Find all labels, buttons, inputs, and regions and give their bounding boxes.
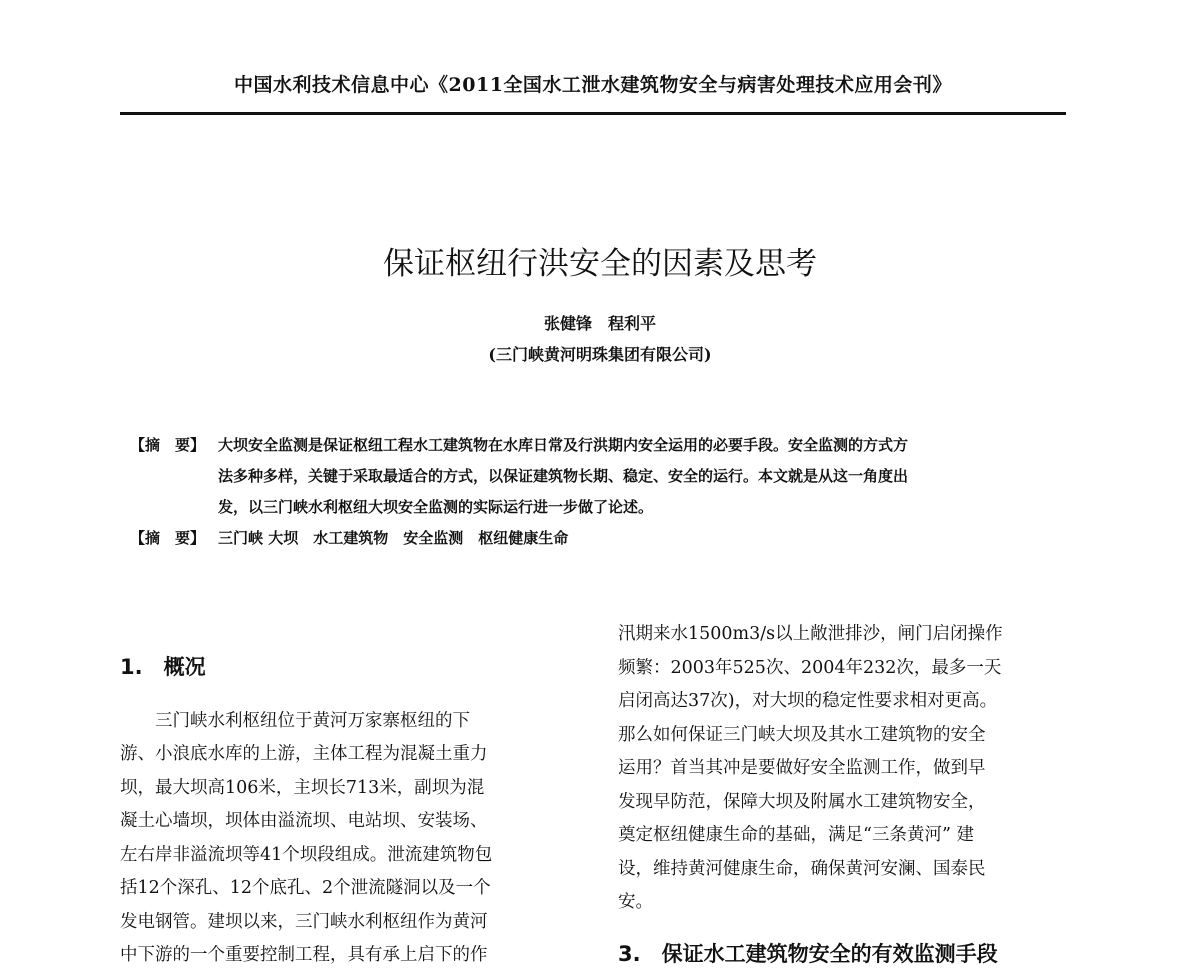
abstract-line-2: 法多种多样，关键于采取最适合的方式，以保证建筑物长期、稳定、安全的运行。本文就是从这一角度出 [218, 467, 909, 485]
section-1-line: 凝土心墙坝，坝体由溢流坝、电站坝、安装场、 [120, 811, 488, 831]
right-column-line: 奠定枢纽健康生命的基础，满足“三条黄河” 建 [618, 825, 974, 845]
affiliation: (三门峡黄河明珠集团有限公司) [488, 345, 712, 364]
right-column-line: 发现早防范，保障大坝及附属水工建筑物安全， [618, 791, 986, 812]
right-column-line: 安。 [618, 892, 653, 912]
keywords-label: 【摘 要】 [130, 529, 206, 547]
section-1-line: 左右岸非溢流坝等41个坝段组成。泄流建筑物包 [120, 844, 493, 865]
abstract-line-1: 大坝安全监测是保证枢纽工程水工建筑物在水库日常及行洪期内安全运用的必要手段。安全监测的方式方 [218, 436, 909, 454]
header-rule [120, 112, 1066, 115]
section-1-line: 坝，最大坝高106米，主坝长713米，副坝为混 [120, 777, 485, 798]
section-1-line: 中下游的一个重要控制工程，具有承上启下的作 [120, 945, 488, 965]
section-1-line: 括12个深孔、12个底孔、2个泄流隧洞以及一个 [120, 878, 491, 898]
paper-title: 保证枢纽行洪安全的因素及思考 [383, 246, 817, 282]
section-1-line: 游、小浪底水库的上游，主体工程为混凝土重力 [120, 744, 488, 764]
section-3-heading: 3. 保证水工建筑物安全的有效监测手段 [618, 941, 998, 966]
keywords-text: 三门峡 大坝 水工建筑物 安全监测 枢纽健康生命 [218, 529, 569, 547]
abstract [130, 430, 1060, 554]
section-1-heading: 1. 概况 [120, 655, 206, 679]
right-column-line: 频繁：2003年525次、2004年232次，最多一天 [618, 657, 1002, 678]
running-head: 中国水利技术信息中心《2011全国水工泄水建筑物安全与病害处理技术应用会刊》 [234, 74, 952, 96]
right-column-line: 设，维持黄河健康生命，确保黄河安澜、国泰民 [618, 858, 986, 879]
right-column-line: 运用？首当其冲是要做好安全监测工作，做到早 [618, 758, 986, 778]
section-1-line: 发电钢管。建坝以来，三门峡水利枢纽作为黄河 [120, 911, 488, 932]
authors: 张健锋 程利平 [543, 314, 656, 333]
abstract-line-3: 发，以三门峡水利枢纽大坝安全监测的实际运行进一步做了论述。 [218, 498, 654, 516]
section-1-line: 三门峡水利枢纽位于黄河万家寨枢纽的下 [120, 710, 470, 731]
right-column [618, 618, 1068, 971]
right-column-line: 汛期来水1500m3/s以上敞泄排沙，闸门启闭操作 [618, 624, 1003, 644]
abstract-label: 【摘 要】 [130, 436, 206, 454]
left-column [120, 651, 572, 973]
right-column-line: 启闭高达37次)，对大坝的稳定性要求相对更高。 [618, 691, 998, 711]
right-column-line: 那么如何保证三门峡大坝及其水工建筑物的安全 [618, 724, 986, 745]
